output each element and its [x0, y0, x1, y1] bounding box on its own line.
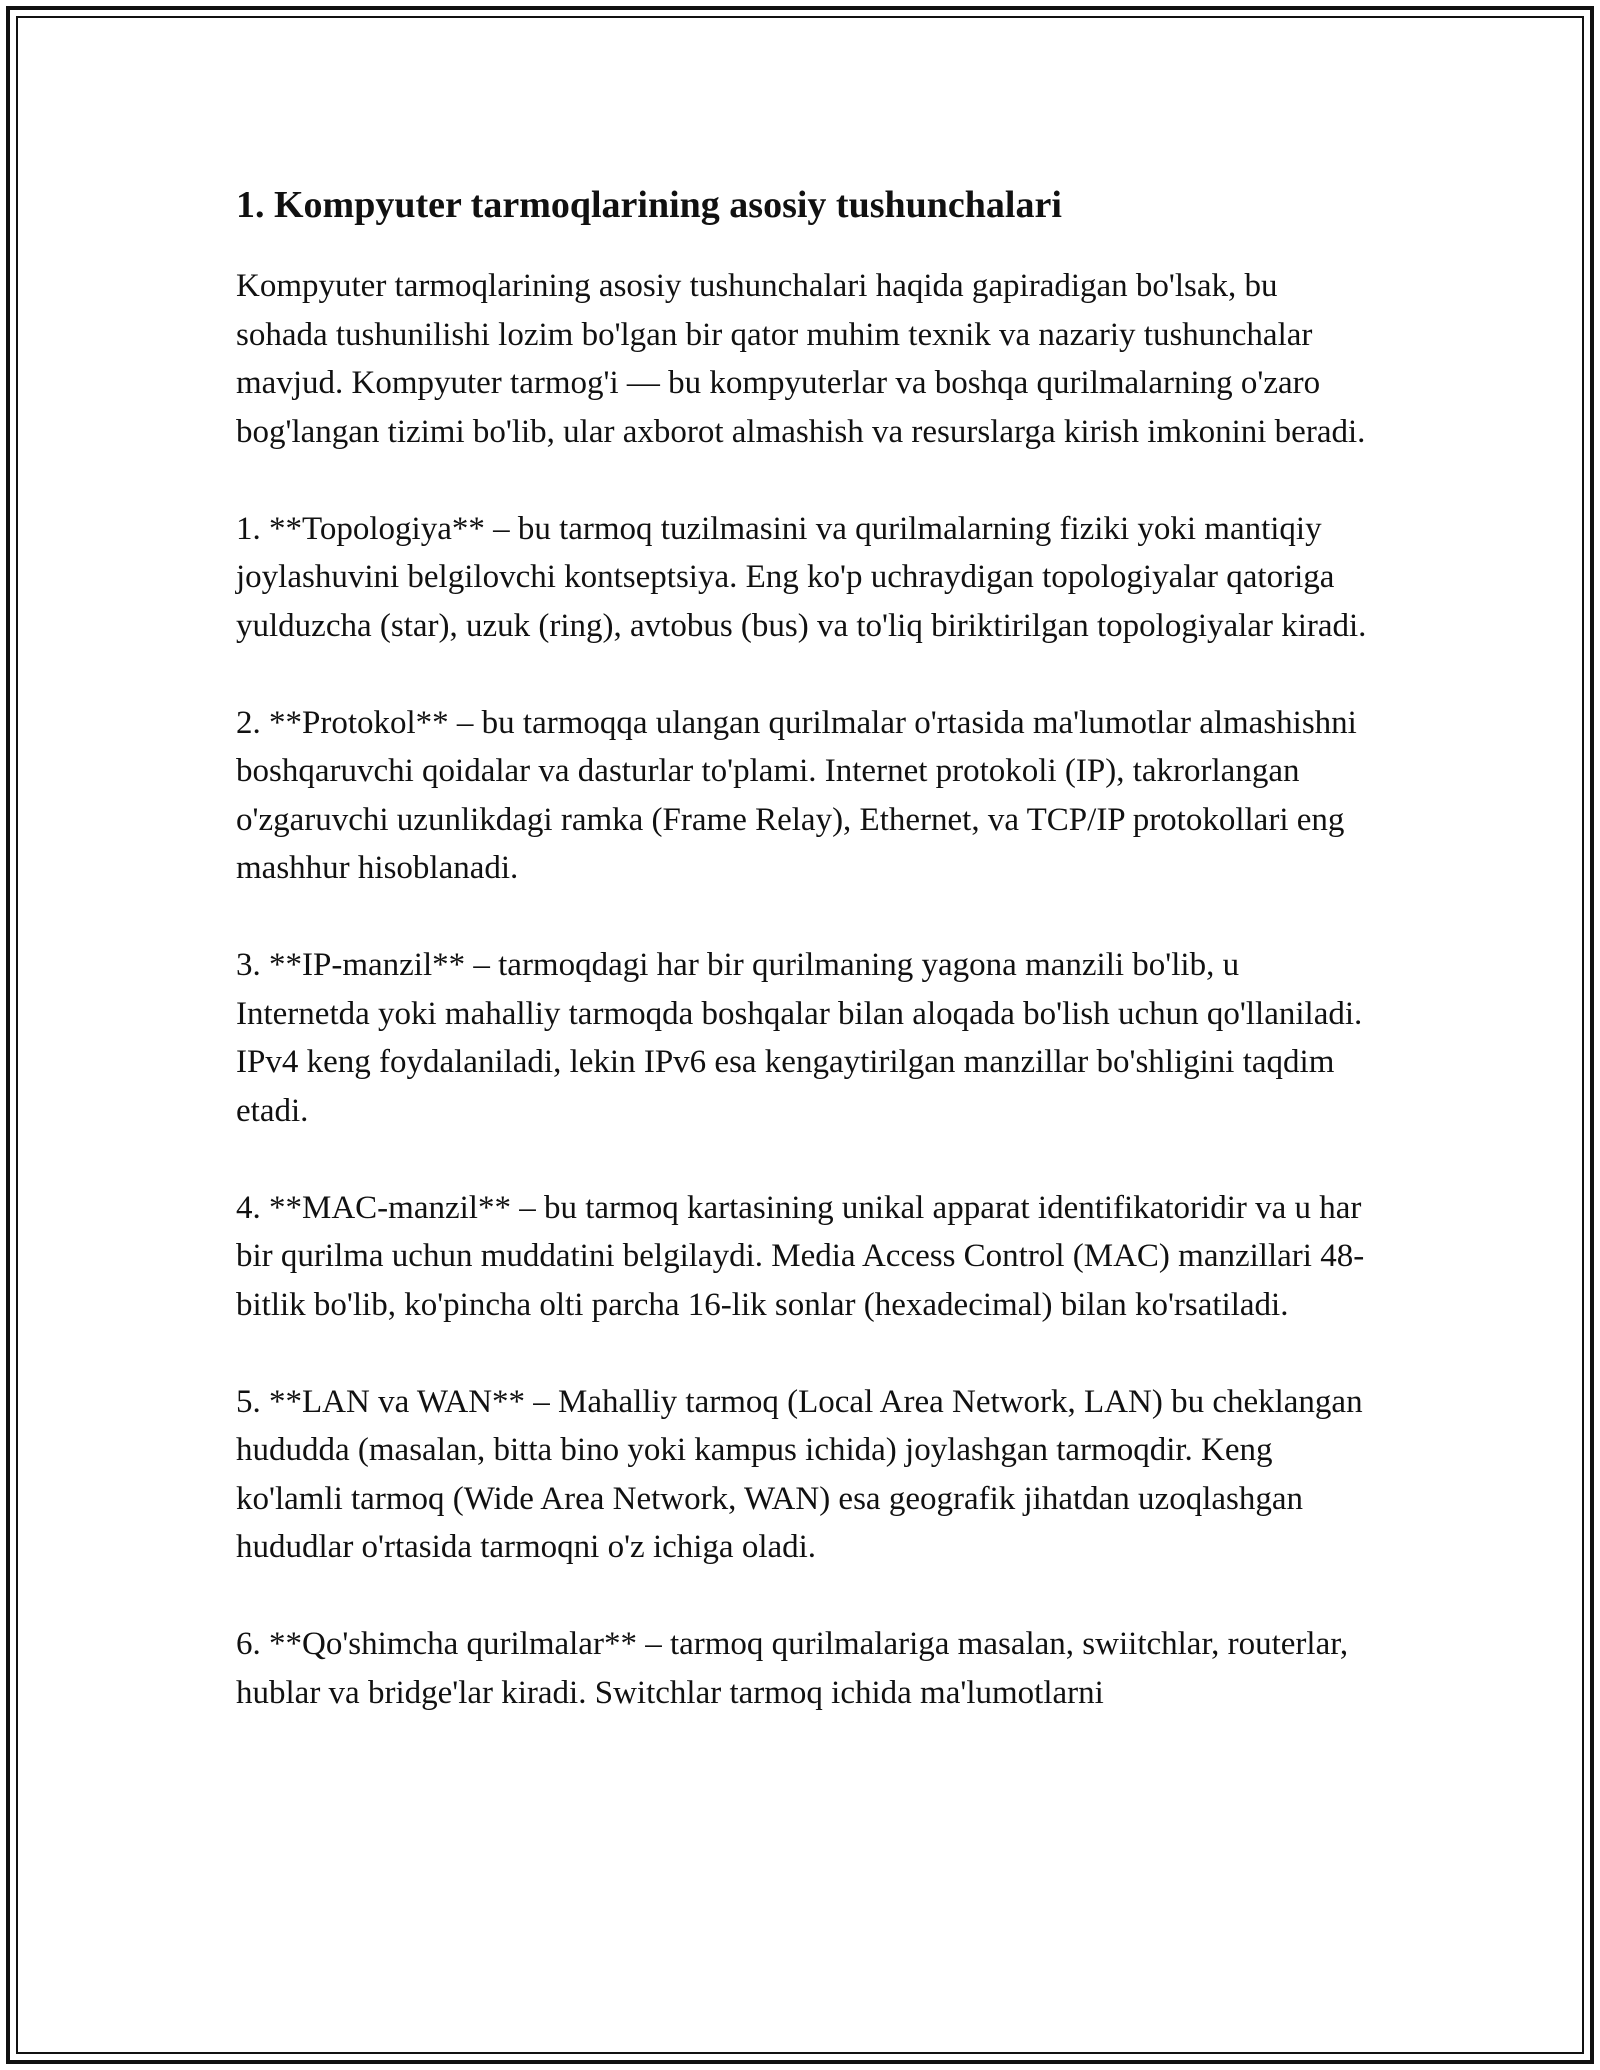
paragraph-additional-devices: 6. **Qo'shimcha qurilmalar** – tarmoq qurilmalariga masalan, swiitchlar, routerlar, hublar va bridge'lar kiradi. Switchlar tarmoq ichida ma'lumotlarni: [236, 1626, 1349, 1711]
paragraph-lan-wan: 5. **LAN va WAN** – Mahalliy tarmoq (Local Area Network, LAN) bu cheklangan hududda (masalan, bitta bino yoki kampus ichida) joylashgan tarmoqdir. Keng ko'lamli tarmoq (Wide Area Network, WAN) esa geografik jihatdan uzoqlashgan hududlar o'rtasida tarmoqni o'z ichiga oladi.: [236, 1383, 1363, 1565]
document-title: 1. Kompyuter tarmoqlarining asosiy tushunchalari: [236, 184, 1062, 226]
paragraph-topology: 1. **Topologiya** – bu tarmoq tuzilmasini va qurilmalarning fiziki yoki mantiqiy joylashuvini belgilovchi kontseptsiya. Eng ko'p uchraydigan topologiyalar qatoriga yulduzcha (star), uzuk (ring), avtobus (bus) va to'liq biriktirilgan topologiyalar kiradi.: [236, 510, 1367, 644]
paragraph-mac-address: 4. **MAC-manzil** – bu tarmoq kartasining unikal apparat identifikatoridir va u har bir qurilma uchun muddatini belgilaydi. Media Access Control (MAC) manzillari 48-bitlik bo'lib, ko'pincha olti parcha 16-lik sonlar (hexadecimal) bilan ko'rsatiladi.: [236, 1189, 1365, 1323]
paragraph-protocol: 2. **Protokol** – bu tarmoqqa ulangan qurilmalar o'rtasida ma'lumotlar almashishni boshqaruvchi qoidalar va dasturlar to'plami. Internet protokoli (IP), takrorlangan o'zgaruvchi uzunlikdagi ramka (Frame Relay), Ethernet, va TCP/IP protokollari eng mashhur hisoblanadi.: [236, 704, 1357, 886]
document-body: [236, 182, 1376, 1717]
intro-paragraph: Kompyuter tarmoqlarining asosiy tushunchalari haqida gapiradigan bo'lsak, bu sohada tushunilishi lozim bo'lgan bir qator muhim texnik va nazariy tushunchalar mavjud. Kompyuter tarmog'i — bu kompyuterlar va boshqa qurilmalarning o'zaro bog'langan tizimi bo'lib, ular axborot almashish va resurslarga kirish imkonini beradi.: [236, 268, 1366, 450]
paragraph-ip-address: 3. **IP-manzil** – tarmoqdagi har bir qurilmaning yagona manzili bo'lib, u Internetda yoki mahalliy tarmoqda boshqalar bilan aloqada bo'lish uchun qo'llaniladi. IPv4 keng foydalaniladi, lekin IPv6 esa kengaytirilgan manzillar bo'shligini taqdim etadi.: [236, 947, 1363, 1129]
